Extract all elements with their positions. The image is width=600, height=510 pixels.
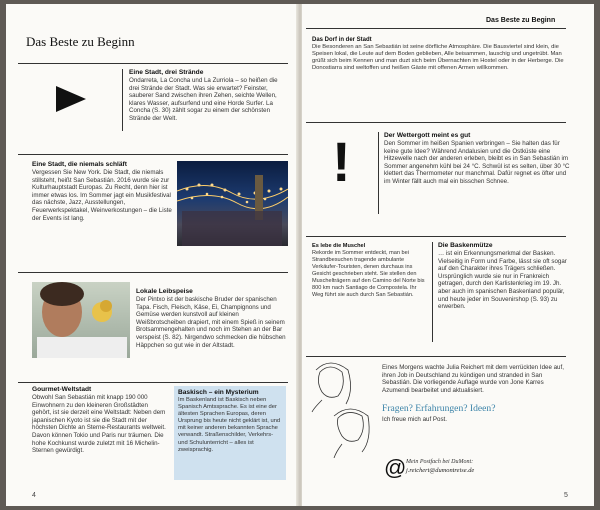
exclamation-icon: ! [332,130,351,193]
city-heading: Eine Stadt, die niemals schläft [32,161,127,168]
mail-link[interactable]: j.reichert@dumontreise.de [406,467,475,474]
at-sign-icon: @ [384,455,407,480]
divider [18,63,288,64]
mail-label: Mein Postfach bei DuMont: [406,459,474,465]
running-header: Das Beste zu Beginn [486,17,556,24]
food-heading: Lokale Leibspeise [136,288,193,295]
village-text: Die Besonderen an San Sebastián ist seine dörfliche Atmosphäre. Die Bausviertel sind klein, die Speisen lokal, die Leute auf dem Boden geblieben, Alle beisammen, lauschig und ungetrübt. Man grüßt sich beim Kennen und man duzt sich beim Übernachten im Hostel oder in der Herberge. Die Donostiarra sind weltoffen und heißen Gäste mit offenen Armen willkommen. [312,44,564,71]
beret-text: … ist ein Erkennungsmerkmal der Basken. Vielseitig in Form und Farbe, lässt sie oft sogar auf den Charakter ihres Trägers schließen. Ursprünglich wurde sie nur in Frankreich getragen, durch den Karlistenkrieg im 19. Jh. aber auch im spanischen Baskenland populär, und heute jeder im Souvenirshop (S. 93) zu erwerben. [438,250,567,311]
page-number: 4 [32,492,36,499]
city-text: Vergessen Sie New York. Die Stadt, die niemals stillsteht, heißt San Sebastián. 2016 wurde sie zur Kulturhauptstadt Europas. Zu Recht, denn hier ist immer etwas los. Im Sommer jagt ein Musikfestival das nächste, Jazz, Ausstellungen, Feuerwerkspektakel, Weinverkostungen – die Liste der Events ist lang. [32,169,172,222]
divider [122,69,123,131]
gourmet-text: Obwohl San Sebastián mit knapp 190 000 Einwohnern zu den kleineren Großstädten gehört, ist sie derzeit eine Weltstadt: Neben dem japanischen Kyoto ist sie die Stadt mit der höchsten Dichte an Sterne-Restaurants weltweit. Davon können Tokio und Paris nur träumen. Die hohe Kochkunst wurde zuletzt mit 16 Michelin-Sternen gewürdigt. [32,394,166,455]
weather-text: Den Sommer im heißen Spanien verbringen – Sie halten das für keine gute Idee? Während Andalusien und die Ostküste eine Hitzewelle nach der anderen erleben, bleibt es in San Sebastián im Sommer angenehm kühl bei 24 °C. Schwül ist es selten, über 30 °C klettert das Thermometer nur manchmal. Dafür regnet es öfter und im Winter fällt auch mal ein bisschen Schnee. [384,140,570,185]
weather-heading: Der Wettergott meint es gut [384,132,471,139]
contact-question: Fragen? Erfahrungen? Ideen? [382,403,496,414]
night-festival-photo [177,161,288,246]
play-arrow-icon [56,86,86,112]
authors-text: Eines Morgens wachte Julia Reichert mit dem verrückten Idee auf, ihren Job in Deutschland zu kündigen und stranded in San Sebastián. Die vorliegende Auflage wurde von Jone Karres Azumendi bearbeitet und aktualisiert. [382,364,564,394]
beret-heading: Die Baskenmütze [438,242,493,249]
shell-text: Rekorde im Sommer entdeckt, man bei Strandbesuchen tragende ambulante Verkäufer-Touristen, denen durchaus ins Gesicht geschrieben steht. Sie stellen den Muschelträgern auf den Camino del Norte bis 800 km nach Santiago de Compostela. Ihr Weg führt sie auch durch San Sebastián. [312,250,425,298]
divider [306,236,566,237]
shell-heading: Es lebe die Muschel [312,243,366,249]
author-portraits [308,360,380,458]
food-text: Der Pintxo ist der baskische Bruder der spanischen Tapa. Fisch, Fleisch, Käse, Ei, Champignons und Gemüse werden kunstvoll auf kleinen Weißbrotscheiben drapiert, mit einem Spieß in seinem Brotsammengehalten und noch im Stehen an der Bar verspeist (S. 82). Nirgendwo schmecken die hübschen Häppchen so gut wie in der Altstadt. [136,296,286,349]
divider [378,132,379,214]
divider [18,272,288,273]
beaches-heading: Eine Stadt, drei Strände [129,69,204,76]
divider [18,154,288,155]
basque-heading: Baskisch – ein Mysterium [178,389,259,396]
page-title: Das Beste zu Beginn [26,34,135,49]
gourmet-heading: Gourmet-Weltstadt [32,386,92,393]
divider [306,122,566,123]
basque-text: Im Baskenland ist Baskisch neben Spanisch Amtssprache. Es ist eine der ältesten Sprachen Europas, deren Ursprung bis heute nicht geklärt ist, und mit keiner anderen bekannten Sprache verwandt. Straßenschilder, Verkehrs- und Schulunterricht – alles ist zweisprachig. [178,397,281,453]
divider [306,28,566,29]
right-page [302,4,594,506]
divider [18,382,288,383]
divider [306,356,566,357]
village-heading: Das Dorf in der Stadt [312,37,372,43]
left-page [6,4,298,506]
divider [432,242,433,342]
chef-photo [32,282,130,358]
beaches-text: Ondarreta, La Concha und La Zurriola – so heißen die drei Strände der Stadt. Was sie erwartet? Feinster, sauberer Sand zwischen ihren Zehen, seichte Wellen, klares Wasser, aufsurfend und eine Horde Surfer. La Concha (S. 30) zählt sogar zu einem der schönsten Strände der Welt. [129,77,278,122]
page-number: 5 [564,492,568,499]
contact-sub: Ich freue mich auf Post. [382,416,447,423]
basque-info-box [174,386,286,480]
